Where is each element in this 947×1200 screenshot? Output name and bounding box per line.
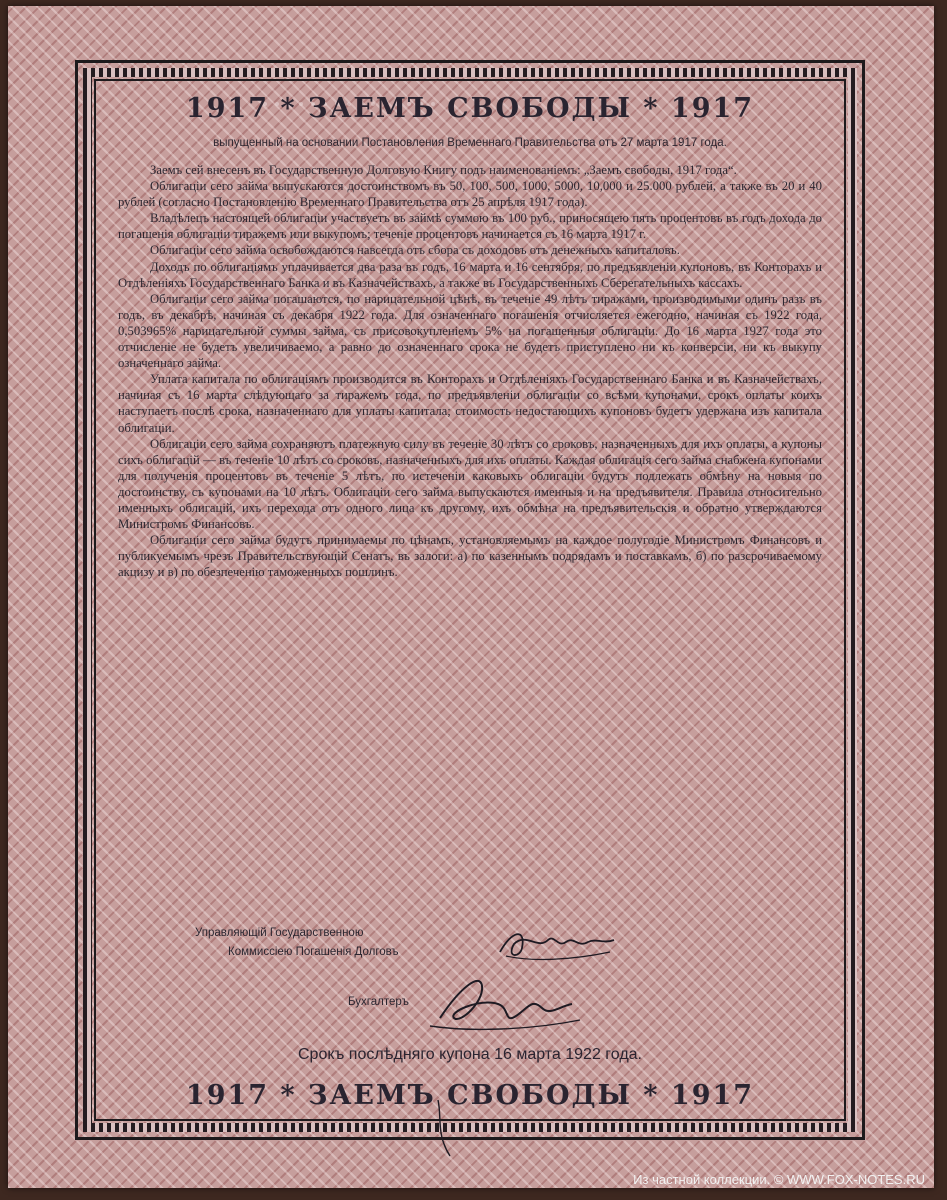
bond-subtitle: выпущенный на основании Постановления Временнаго Правительства отъ 27 марта 1917 года.	[213, 137, 727, 149]
terms-paragraph: Облигаціи сего займа будутъ принимаемы по цѣнамъ, установляемымъ на каждое полугодіе Министромъ Финансовъ и публикуемымъ чрезъ Правительствующій Сенатъ, въ залоги: а) по казеннымъ подрядамъ и поставкамъ, б) по разсрочиваемому акцизу и в) по обезпеченію таможенныхъ пошлинъ.	[118, 533, 822, 580]
bond-terms	[118, 162, 822, 580]
manager-title-line1: Управляющій Государственною	[195, 927, 364, 939]
bond-title-bottom: 1917 * ЗАЕМЪ СВОБОДЫ * 1917	[185, 1080, 755, 1111]
accountant-label: Бухгалтеръ	[348, 996, 409, 1008]
manager-signature	[492, 922, 622, 970]
pen-stroke-mark	[428, 1098, 468, 1158]
collection-watermark: Из частной коллекции. © WWW.FOX-NOTES.RU	[633, 1172, 925, 1187]
terms-paragraph: Доходъ по облигаціямъ уплачивается два раза въ годъ, 16 марта и 16 сентября, по предъявленіи купоновъ, въ Конторахъ и Отдѣленіяхъ Государственнаго Банка и въ Казначействахъ, а также въ Государственныхъ Сберегательныхъ кассахъ.	[118, 259, 822, 290]
accountant-signature	[420, 968, 590, 1038]
manager-title-line2: Коммиссіею Погашенія Долговъ	[228, 946, 399, 958]
terms-paragraph: Владѣлецъ настоящей облигаціи участвуетъ въ займѣ суммою въ 100 руб., приносящею пять процентовъ въ годъ дохода до погашенія облигаціи тиражемъ или выкупомъ; теченіе процентовъ начинается съ 16 марта 1917 г.	[118, 211, 822, 242]
last-coupon-date: Срокъ послѣдняго купона 16 марта 1922 года.	[297, 1046, 642, 1063]
bond-title: 1917 * ЗАЕМЪ СВОБОДЫ * 1917	[185, 93, 755, 124]
terms-paragraph: Заемъ сей внесенъ въ Государственную Долговую Книгу подъ наименованіемъ: „Заемъ свободы, 1917 года“.	[150, 163, 737, 177]
terms-paragraph: Уплата капитала по облигаціямъ производится въ Конторахъ и Отдѣленіяхъ Государственнаго Банка и въ Казначействахъ, начиная съ 16 марта слѣдующаго за тиражемъ года, по предъявленіи облигаціи со всѣми купонами, срокъ оплаты коихъ наступаетъ послѣ срока, назначеннаго для уплаты капитала; стоимость недостающихъ купоновъ будетъ удержана изъ капитала облигаціи.	[118, 372, 822, 435]
terms-paragraph: Облигаціи сего займа сохраняютъ платежную силу въ теченіе 30 лѣтъ со сроковъ, назначенныхъ для ихъ оплаты, а купоны сихъ облигацій — въ теченіе 10 лѣтъ со сроковъ, назначенныхъ для ихъ оплаты. Каждая облигація сего займа снабжена купонами для полученія процентовъ въ теченіе 5 лѣтъ, по истеченіи каковыхъ облигаціи будутъ подлежать обмѣну на новыя по достоинству, съ купонами на 10 лѣтъ. Облигаціи сего займа выпускаются именныя и на предъявителя. Правила относительно именныхъ облигацій, ихъ перехода отъ одного лица къ другому, ихъ обмѣна на предъявительскія и обратно утверждаются Министромъ Финансовъ.	[118, 436, 822, 532]
terms-paragraph: Облигаціи сего займа освобождаются навсегда отъ сбора съ доходовъ отъ денежныхъ капиталовъ.	[150, 243, 680, 258]
terms-paragraph: Облигаціи сего займа выпускаются достоинствомъ въ 50, 100, 500, 1000, 5000, 10,000 и 25.000 рублей, а также въ 20 и 40 рублей (согласно Постановленію Временнаго Правительства отъ 25 апрѣля 1917 года).	[118, 179, 822, 210]
terms-paragraph: Облигаціи сего займа погашаются, по нарицательной цѣнѣ, въ теченіе 49 лѣтъ тиражами, производимыми одинъ разъ въ годъ, въ декабрѣ, начиная съ декабря 1922 года. Для означеннаго погашенія отчисляется ежегодно, начиная съ 1922 года, 0,503965% нарицательной суммы займа, съ присовокупленіемъ 5% на погашенныя облигаціи. До 16 марта 1927 года это отчисленіе не будетъ увеличиваемо, а равно до означеннаго срока не будетъ приступлено ни къ конверсіи, ни къ выкупу означеннаго займа.	[118, 291, 822, 371]
